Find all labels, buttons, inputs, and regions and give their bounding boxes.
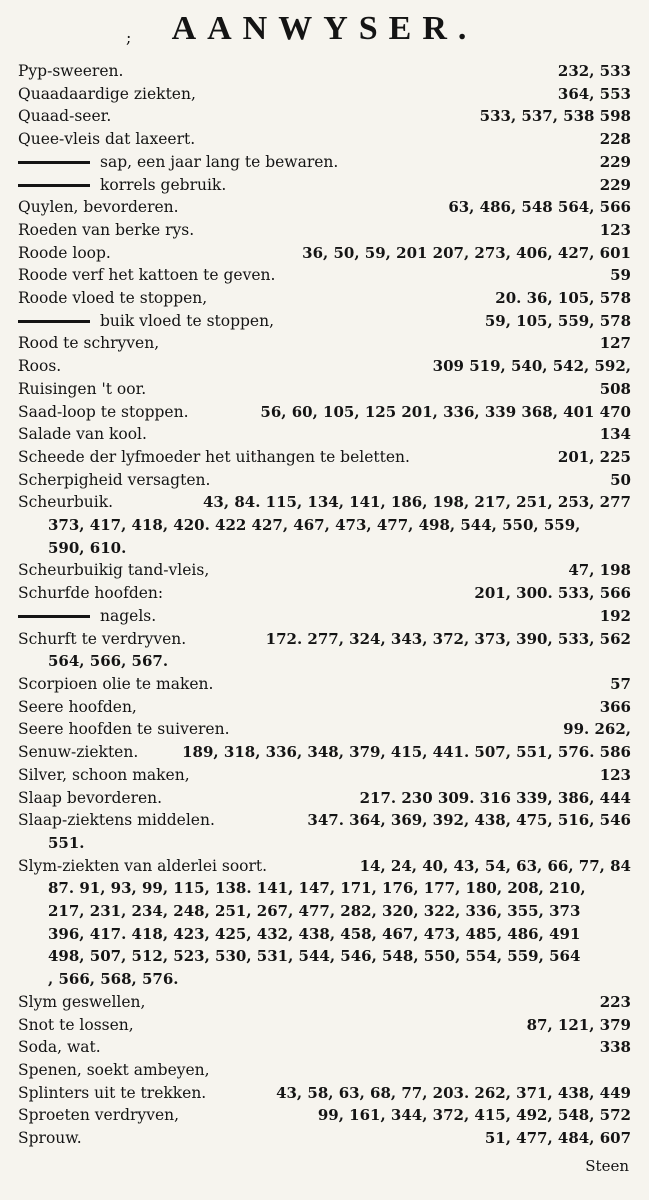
entry-pages: 123	[599, 220, 631, 239]
entry-term-text: Scheurbuikig tand-vleis,	[18, 561, 210, 580]
index-entry	[18, 83, 631, 106]
entry-term-text: Scorpioen olie te maken.	[18, 674, 214, 693]
entry-pages: 36, 50, 59, 201 207, 273, 406, 427, 601	[302, 243, 631, 262]
entry-term	[18, 310, 274, 333]
index-entry	[18, 423, 631, 446]
index-entry	[18, 60, 631, 83]
entry-pages: 192	[599, 606, 631, 625]
index-entry	[18, 718, 631, 741]
repeat-dash	[18, 161, 90, 164]
index-entry	[18, 1036, 631, 1059]
entry-term	[18, 1082, 206, 1105]
entry-term-text: Rood te schryven,	[18, 334, 160, 353]
entry-term-text: sap, een jaar lang te bewaren.	[100, 152, 339, 171]
entry-term-text: Senuw-ziekten.	[18, 743, 139, 762]
entry-term-text: Sprouw.	[18, 1129, 82, 1148]
index-entry	[18, 809, 631, 832]
entry-term	[18, 673, 213, 696]
index-list	[18, 60, 631, 1150]
index-entry	[18, 764, 631, 787]
entry-term	[18, 991, 145, 1014]
catchword: Steen	[585, 1157, 629, 1175]
entry-pages: 50	[610, 470, 631, 489]
entry-term	[18, 855, 267, 878]
header-mark: ;	[126, 28, 132, 47]
index-entry	[18, 469, 631, 492]
entry-term	[18, 242, 111, 265]
page-title: AANWYSER.	[171, 10, 478, 47]
entry-term-text: buik vloed te stoppen,	[100, 311, 275, 330]
index-entry	[18, 605, 631, 628]
entry-term-text: Slaap-ziektens middelen.	[18, 811, 215, 830]
entry-term	[18, 423, 147, 446]
entry-term-text: Scherpigheid versagten.	[18, 470, 211, 489]
entry-term-text: Schurft te verdryven.	[18, 629, 187, 648]
entry-pages: 201, 225	[557, 447, 631, 466]
entry-pages: 366	[599, 697, 631, 716]
entry-term-text: Quaad-seer.	[18, 107, 112, 126]
index-entry	[18, 787, 631, 810]
entry-pages: 201, 300. 533, 566	[474, 584, 631, 603]
entry-term-text: Seere hoofden,	[18, 697, 137, 716]
entry-pages: 20. 36, 105, 578	[495, 289, 631, 308]
entry-pages: 63, 486, 548 564, 566	[448, 198, 631, 217]
entry-term-text: Sproeten verdryven,	[18, 1106, 180, 1125]
index-entry	[18, 264, 631, 287]
index-entry	[18, 378, 631, 401]
entry-continuation: 396, 417. 418, 423, 425, 432, 438, 458, 467, 473, 485, 486, 491	[48, 924, 581, 943]
entry-pages: 127	[599, 334, 631, 353]
entry-term	[18, 332, 159, 355]
index-entry	[18, 1014, 631, 1037]
entry-term	[18, 809, 215, 832]
entry-term	[18, 151, 338, 174]
entry-term	[18, 1127, 82, 1150]
entry-term	[18, 287, 207, 310]
entry-pages: 47, 198	[568, 561, 631, 580]
entry-term	[18, 219, 194, 242]
entry-term-text: Salade van kool.	[18, 425, 147, 444]
index-entry	[18, 1104, 631, 1127]
repeat-dash	[18, 184, 90, 187]
entry-term	[18, 174, 226, 197]
entry-term-text: Quylen, bevorderen.	[18, 198, 179, 217]
entry-term	[18, 264, 275, 287]
entry-continuation: 87. 91, 93, 99, 115, 138. 141, 147, 171, 176, 177, 180, 208, 210,	[48, 879, 586, 898]
entry-term	[18, 83, 196, 106]
entry-term	[18, 1059, 210, 1082]
entry-term-text: Schurfde hoofden:	[18, 584, 164, 603]
entry-term-text: Quaadaardige ziekten,	[18, 84, 196, 103]
entry-term-text: Roode vloed te stoppen,	[18, 289, 208, 308]
index-entry	[18, 105, 631, 128]
entry-pages: 508	[599, 379, 631, 398]
entry-term	[18, 605, 156, 628]
index-entry	[18, 696, 631, 719]
entry-term	[18, 764, 190, 787]
entry-term-text: Roos.	[18, 357, 62, 376]
entry-pages: 56, 60, 105, 125 201, 336, 339 368, 401 470	[260, 402, 631, 421]
entry-pages: 309 519, 540, 542, 592,	[432, 357, 631, 376]
entry-continuation: 590, 610.	[48, 538, 127, 557]
entry-term	[18, 469, 210, 492]
index-entry	[18, 174, 631, 197]
entry-pages: 43, 58, 63, 68, 77, 203. 262, 371, 438, 449	[276, 1083, 631, 1102]
entry-term	[18, 741, 138, 764]
index-entry	[18, 219, 631, 242]
entry-term-text: Pyp-sweeren.	[18, 62, 124, 80]
entry-term-text: Silver, schoon maken,	[18, 765, 190, 784]
entry-pages: 59, 105, 559, 578	[484, 311, 631, 330]
entry-term-text: Roode verf het kattoen te geven.	[18, 266, 276, 285]
entry-term	[18, 718, 230, 741]
index-entry	[18, 332, 631, 355]
entry-term-text: Roode loop.	[18, 243, 111, 262]
entry-pages: 229	[599, 175, 631, 194]
entry-term-text: korrels gebruik.	[100, 175, 227, 194]
entry-term-text: Saad-loop te stoppen.	[18, 402, 189, 421]
index-entry	[18, 446, 631, 469]
index-entry	[18, 741, 631, 764]
entry-term	[18, 355, 61, 378]
index-entry	[18, 491, 631, 514]
index-entry	[18, 673, 631, 696]
entry-pages: 134	[599, 425, 631, 444]
entry-term-text: Slaap bevorderen.	[18, 788, 163, 807]
entry-term-text: Snot te lossen,	[18, 1015, 134, 1034]
entry-pages: 364, 553	[557, 84, 631, 103]
index-entry	[18, 1082, 631, 1105]
entry-term-text: Seere hoofden te suiveren.	[18, 720, 230, 739]
entry-term	[18, 491, 113, 514]
entry-term	[18, 446, 410, 469]
index-entry	[18, 355, 631, 378]
entry-term-text: Slym-ziekten van alderlei soort.	[18, 856, 268, 875]
entry-term	[18, 105, 111, 128]
entry-term	[18, 378, 146, 401]
entry-term	[18, 696, 137, 719]
entry-term-text: Spenen, soekt ambeyen,	[18, 1060, 210, 1079]
entry-term-text: Splinters uit te trekken.	[18, 1083, 207, 1102]
index-entry	[18, 310, 631, 333]
entry-term	[18, 196, 179, 219]
entry-pages: 533, 537, 538 598	[479, 107, 631, 126]
entry-term-text: Scheede der lyfmoeder het uithangen te beletten.	[18, 447, 410, 466]
entry-term-text: Ruisingen 't oor.	[18, 379, 147, 398]
index-entry	[18, 1127, 631, 1150]
entry-term	[18, 401, 189, 424]
entry-pages: 14, 24, 40, 43, 54, 63, 66, 77, 84	[359, 856, 631, 875]
entry-continuation: 564, 566, 567.	[48, 652, 169, 671]
entry-continuation: 551.	[48, 833, 85, 852]
entry-term	[18, 787, 162, 810]
entry-pages: 228	[599, 130, 631, 149]
entry-continuation: , 566, 568, 576.	[48, 970, 179, 989]
entry-term-text: Quee-vleis dat laxeert.	[18, 130, 196, 149]
entry-term	[18, 60, 123, 83]
entry-term-text: Roeden van berke rys.	[18, 220, 195, 239]
entry-pages: 51, 477, 484, 607	[484, 1129, 631, 1148]
entry-pages: 189, 318, 336, 348, 379, 415, 441. 507, 551, 576. 586	[182, 743, 631, 762]
entry-term	[18, 559, 209, 582]
repeat-dash	[18, 320, 90, 323]
entry-term	[18, 1014, 134, 1037]
entry-pages: 217. 230 309. 316 339, 386, 444	[359, 788, 631, 807]
entry-term	[18, 582, 163, 605]
entry-term	[18, 128, 195, 151]
entry-term	[18, 628, 186, 651]
entry-term-text: Slym geswellen,	[18, 992, 146, 1011]
entry-pages: 99, 161, 344, 372, 415, 492, 548, 572	[317, 1106, 631, 1125]
index-entry	[18, 242, 631, 265]
index-entry	[18, 991, 631, 1014]
index-entry	[18, 151, 631, 174]
entry-pages: 43, 84. 115, 134, 141, 186, 198, 217, 251, 253, 277	[203, 493, 631, 512]
entry-pages: 87, 121, 379	[526, 1015, 631, 1034]
entry-continuation: 498, 507, 512, 523, 530, 531, 544, 546, 548, 550, 554, 559, 564	[48, 947, 581, 966]
index-entry	[18, 287, 631, 310]
index-entry	[18, 559, 631, 582]
entry-pages: 229	[599, 152, 631, 171]
entry-continuation: 373, 417, 418, 420. 422 427, 467, 473, 477, 498, 544, 550, 559,	[48, 516, 581, 535]
entry-pages: 223	[599, 992, 631, 1011]
entry-pages: 347. 364, 369, 392, 438, 475, 516, 546	[307, 811, 631, 830]
entry-term-text: Scheurbuik.	[18, 493, 114, 512]
entry-term-text: Soda, wat.	[18, 1038, 101, 1057]
repeat-dash	[18, 615, 90, 618]
entry-pages: 172. 277, 324, 343, 372, 373, 390, 533, 562	[265, 629, 631, 648]
page-header	[0, 6, 649, 52]
index-entry	[18, 128, 631, 151]
index-entry	[18, 401, 631, 424]
entry-pages: 99. 262,	[563, 720, 631, 739]
index-entry	[18, 582, 631, 605]
entry-pages: 232, 533	[557, 62, 631, 80]
index-entry	[18, 628, 631, 651]
entry-pages: 57	[610, 674, 631, 693]
entry-pages: 123	[599, 765, 631, 784]
entry-term	[18, 1036, 101, 1059]
entry-pages: 338	[599, 1038, 631, 1057]
index-entry	[18, 196, 631, 219]
entry-pages: 59	[610, 266, 631, 285]
index-entry	[18, 855, 631, 878]
index-entry	[18, 1059, 631, 1082]
entry-term	[18, 1104, 179, 1127]
entry-term-text: nagels.	[100, 606, 157, 625]
entry-continuation: 217, 231, 234, 248, 251, 267, 477, 282, 320, 322, 336, 355, 373	[48, 902, 581, 921]
